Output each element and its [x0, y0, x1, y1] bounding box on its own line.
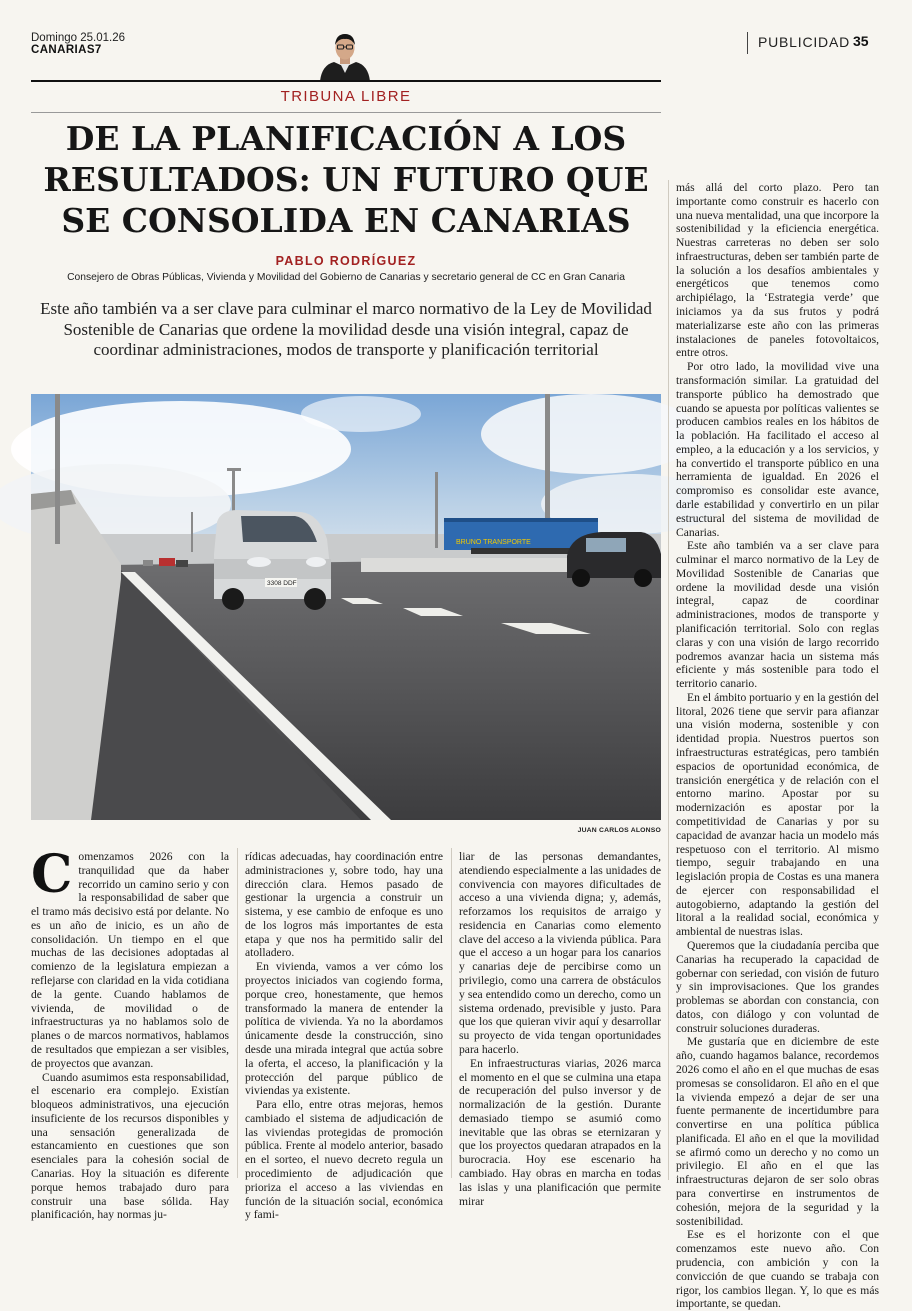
author-name: PABLO RODRÍGUEZ [275, 254, 417, 268]
body-column-2 [245, 850, 443, 1222]
paragraph: Cuando asumimos esta responsabilidad, el escenario era complejo. Existían bloqueos administrativos, una ejecución insuficiente de los recursos disponibles y una sensación generalizada de estancamiento en cuestiones que son esenciales para la cohesión social de Canarias. Hoy la situación es diferente porque hemos trabajado duro para construir una base sólida. Hay planificación, hay normas ju- [31, 1070, 229, 1222]
paragraph [31, 844, 229, 1071]
paragraph: Este año también va a ser clave para culminar el marco normativo de la Ley de Movilidad Sostenible de Canarias que ordene la movilidad desde una visión integral, capaz de coordinar administraciones, modos de transporte y planificación territorial. Solo con reglas claras y con una visión de largo recorrido podremos avanzar hacia un sistema más eficiente y más sostenible para todo el territorio canario. [676, 539, 879, 691]
author-role: Consejero de Obras Públicas, Vivienda y Movilidad del Gobierno de Canarias y secretario general de CC en Gran Canaria [67, 272, 625, 283]
paragraph: rídicas adecuadas, hay coordinación entre administraciones y, sobre todo, hay una dirección clara. Hemos pasado de gestionar la urgencia a construir un sistema, y ese cambio de enfoque es uno de los logros más importantes de esta etapa y que nos ha permitido salir del atolladero. [245, 850, 443, 960]
body-column-4 [676, 181, 879, 1311]
body-column-1 [31, 844, 229, 1222]
highway-photo [31, 394, 661, 820]
column-rule [237, 848, 238, 1178]
van-plate: 3308 DDF [267, 580, 297, 587]
paragraph: Por otro lado, la movilidad vive una transformación similar. La gratuidad del transporte público ha demostrado que cuando se apuesta por políticas valientes se producen cambios reales en los hábitos de la población. Ha facilitado el acceso al empleo, a la educación y a los servicios, y ha convertido el transporte público en una herramienta de igualdad. En 2026 el compromiso es consolidar este avance, darle estabilidad y convertirlo en un pilar estructural del sistema de movilidad de Canarias. [676, 360, 879, 539]
paragraph: Ese es el horizonte con el que comenzamos este nuevo año. Con prudencia, con ambición y con la convicción de que cuando se trabaja con rigor, los cambios llegan. Y, lo que es más importante, se quedan. [676, 1228, 879, 1311]
headline-line-2: RESULTADOS: UN FUTURO QUE [43, 160, 649, 199]
truck-text: BRUNO TRANSPORTE [456, 539, 531, 546]
author-portrait [318, 29, 372, 81]
header-rule [31, 80, 661, 82]
drop-cap: C [31, 844, 73, 905]
newspaper-brand: CANARIAS7 [31, 44, 102, 56]
body-column-3 [459, 850, 661, 1208]
section-label: PUBLICIDAD [758, 34, 851, 50]
paragraph-text: omenzamos 2026 con la tranquilidad que da haber recorrido un camino serio y con la responsabilidad de saber que el tramo más decisivo está por delante. No es un año de inicio, es un año de consolidación. Un tiempo en el que muchas de las decisiones adoptadas al comienzo de la legislatura empiezan a reflejarse con claridad en la vida cotidiana de la gente. Cuando hablamos de vivienda, de movilidad o de infraestructuras ya no hablamos solo de planes o de marcos normativos, hablamos de resultados que empiezan a ser visibles, de proyectos que avanzan. [31, 850, 229, 1070]
article-deck: Este año también va a ser clave para culminar el marco normativo de la Ley de Movilidad Sostenible de Canarias que ordene la movilidad desde una visión integral, capaz de coordinar administraciones, modos de transporte y planificación territorial [40, 299, 652, 359]
kicker-rule [31, 112, 661, 113]
paragraph: Me gustaría que en diciembre de este año, cuando hagamos balance, recordemos 2026 como el año en el que muchas de esas promesas se consolidaron. El año en el que la vivienda empezó a dejar de ser una fuente permanente de incertidumbre para convertirse en una política pública planificada. El año en el que la movilidad se afirmó como un derecho y no como un privilegio. El año en el que las infraestructuras dejaron de ser solo obras para convertirse en instrumentos de cohesión, mejora de la seguridad y la sostenibilidad. [676, 1035, 879, 1228]
page-number: 35 [853, 33, 869, 49]
headline-line-1: DE LA PLANIFICACIÓN A LOS [65, 119, 627, 158]
article-headline [31, 118, 661, 241]
paragraph: Queremos que la ciudadanía perciba que Canarias ha recuperado la capacidad de gobernar con seriedad, con visión de futuro y sin improvisaciones. Que los grandes problemas se abordan con constancia, con datos, con diálogo y con voluntad de construir soluciones duraderas. [676, 938, 879, 1035]
paragraph: En el ámbito portuario y en la gestión del litoral, 2026 tiene que servir para afianzar una visión moderna, sostenible y con identidad propia. Nuestros puertos son infraestructuras estratégicas, pero también espacios de oportunidad económica, de transición energética y de relación con el entorno marino. Apostar por su modernización es apostar por la competitividad de Canarias y por su capacidad de avanzar hacia un modelo más respetuoso con el territorio. Al mismo tiempo, seguir trabajando en una legislación propia de Costas es una manera de ejercer con responsabilidad el autogobierno, adaptando la gestión del litoral a la realidad social, económica y ambiental de nuestras islas. [676, 690, 879, 939]
paragraph: liar de las personas demandantes, atendiendo especialmente a las unidades de convivencia con mayores dificultades de acceso a una vivienda digna; y, además, reforzamos los requisitos de arraigo y residencia en Canarias como elemento clave del acceso a la vivienda pública. Para que el acceso a un hogar para los canarios y canarias deje de percibirse como un privilegio, como una carrera de obstáculos y sea entendido como un derecho, como un sistema ordenado, previsible y justo. Para que los que quieran vivir aquí y desarrollar su proyecto de vida tengan oportunidades para hacerlo. [459, 850, 661, 1056]
column-rule [668, 180, 669, 1180]
photo-credit: JUAN CARLOS ALONSO [577, 827, 661, 834]
column-rule [451, 848, 452, 1178]
section-kicker: TRIBUNA LIBRE [280, 88, 412, 105]
paragraph: más allá del corto plazo. Pero tan importante como construir es hacerlo con una nueva mentalidad, una que incorpore la sostenibilidad y la eficiencia energética. Nuestras carreteras no deben ser solo infraestructuras, deben ser también parte de la solución a los desafíos ambientales y energéticos que tenemos como archipiélago, la ‘Estrategia verde’ que iniciamos ya da sus frutos y podrá materializarse este año con las primeras instalaciones de paneles fotovoltaicos, entre otros. [676, 181, 879, 360]
paragraph: En vivienda, vamos a ver cómo los proyectos iniciados van cogiendo forma, porque creo, honestamente, que hemos transformado la manera de entender la política de vivienda. Ya no la abordamos únicamente desde la construcción, sino desde una mirada integral que actúa sobre la oferta, el acceso, la planificación y la protección del parque público de viviendas ya existente. [245, 960, 443, 1098]
issue-date: Domingo 25.01.26 [31, 32, 125, 44]
paragraph: Para ello, entre otras mejoras, hemos cambiado el sistema de adjudicación de las viviendas protegidas de promoción pública. Frente al modelo anterior, basado en el sorteo, el nuevo decreto regula un procedimiento de adjudicación que prioriza el acceso a las viviendas en función de la situación social, económica y fami- [245, 1098, 443, 1222]
paragraph: En infraestructuras viarias, 2026 marca el momento en el que se culmina una etapa de recuperación del pulso inversor y de normalización de la gestión. Durante demasiado tiempo se asumió como inevitable que las obras se eternizaran y que los proyectos quedaran atrapados en la burocracia. Hoy ese escenario ha cambiado. Hay obras en marcha en todas las islas y una planificación que permite mirar [459, 1056, 661, 1208]
headline-line-3: SE CONSOLIDA EN CANARIAS [61, 201, 631, 240]
header-divider [747, 32, 748, 54]
